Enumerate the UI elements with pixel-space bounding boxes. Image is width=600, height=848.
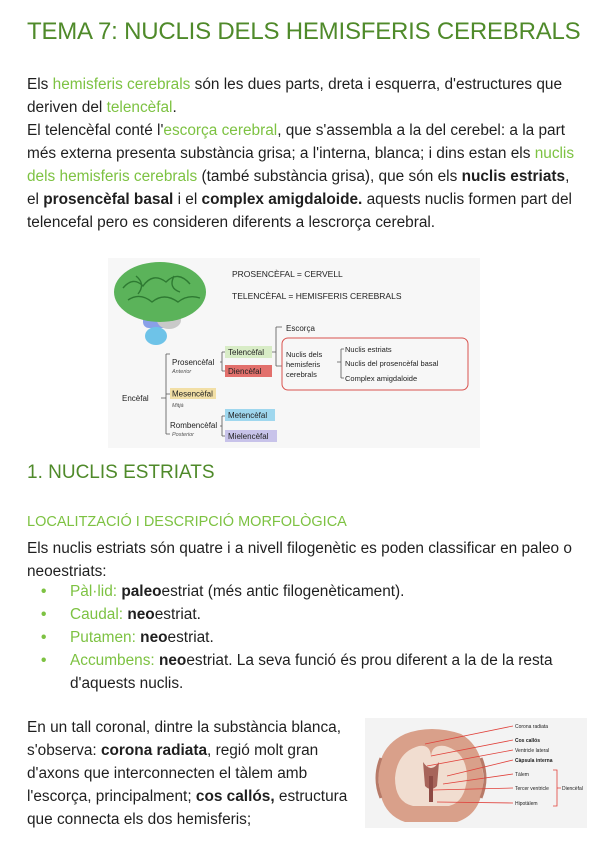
bold-prosencefal-basal: prosencèfal basal: [43, 191, 174, 208]
striats-intro: Els nuclis estriats són quatre i a nivell filogenètic es poden classificar en paleo o neoestriats:: [27, 540, 572, 580]
striats-list: [27, 580, 577, 695]
section-heading: 1. NUCLIS ESTRIATS: [27, 462, 215, 483]
intro-text: .: [172, 99, 177, 116]
diagram-line2: TELENCÈFAL = HEMISFERIS CEREBRALS: [232, 291, 402, 301]
list-item: [27, 649, 577, 695]
bold-cos-callos: cos callós,: [195, 788, 275, 805]
bullet-bold: neo: [158, 652, 187, 669]
intro-text: Els: [27, 76, 53, 93]
coronal-label-2: Cos callós: [515, 738, 541, 744]
intro-text: són les dues parts, dreta i esquerra, d'estructures que deriven del: [27, 76, 563, 116]
diagram-nuclis-a: Nuclis dels: [286, 350, 323, 359]
diagram-mielencefal: Mielencèfal: [228, 432, 269, 441]
bullet-term: Putamen:: [70, 629, 136, 646]
bullet-term: Caudal:: [70, 606, 124, 623]
bullet-bold: neo: [140, 629, 168, 646]
bullet-bold: neo: [127, 606, 155, 623]
bullet-text: estriat. La seva funció és prou diferent a la de la resta d'aquests nuclis.: [70, 652, 553, 692]
diagram-item1: Nuclis estriats: [345, 345, 392, 354]
coronal-label-3: Ventricle lateral: [515, 748, 550, 754]
diagram-nuclis-b: hemisferis: [286, 360, 321, 369]
intro-text: i el: [173, 191, 202, 208]
intro-text: El telencèfal conté l': [27, 122, 164, 139]
bullet-term: Accumbens:: [70, 652, 155, 669]
bullet-dot: •: [41, 583, 47, 600]
subsection-heading: LOCALITZACIÓ I DESCRIPCIÓ MORFOLÒGICA: [27, 514, 347, 530]
bullet-dot: •: [41, 629, 47, 646]
diagram-rombencefal-sub: Posterior: [172, 432, 195, 438]
intro-text: , el: [27, 168, 570, 208]
diagram-rombencefal: Rombencèfal: [170, 421, 218, 430]
diagram-mesencefal: Mesencèfal: [172, 389, 213, 399]
bold-complex-amigdaloide: complex amigdaloide.: [201, 191, 363, 208]
diagram-prosencefal-sub: Anterior: [172, 369, 192, 375]
diagram-item3: Complex amigdaloide: [345, 374, 418, 383]
intro-text: (també substància grisa), que són els: [197, 168, 462, 185]
diagram-prosencefal: Prosencèfal: [172, 358, 215, 367]
bullet-dot: •: [41, 606, 47, 623]
page-title: TEMA 7: NUCLIS DELS HEMISFERIS CEREBRALS: [27, 18, 581, 45]
bullet-bold: paleo: [121, 583, 162, 600]
bold-corona-radiata: corona radiata: [100, 742, 208, 759]
diagram-item2: Nuclis del prosencèfal basal: [345, 359, 439, 368]
coronal-label-7: Hipotàlem: [515, 801, 538, 807]
diagram-telencefal: Telencèfal: [228, 348, 265, 357]
highlight-escorca: escorça cerebral: [163, 122, 278, 139]
bullet-text: estriat (més antic filogenèticament).: [161, 583, 405, 600]
diagram-metencefal: Metencèfal: [228, 411, 268, 420]
coronal-text: En un tall coronal, dintre la substància blanca, s'observa:: [27, 719, 341, 759]
coronal-text: estructura que connecta els dos hemisferis;: [27, 788, 348, 828]
highlight-nuclis: nuclis dels hemisferis cerebrals: [27, 145, 575, 185]
coronal-label-5: Tàlem: [515, 772, 529, 778]
list-item: [27, 626, 577, 649]
list-item: [27, 580, 577, 603]
brain-divisions-diagram: [108, 258, 480, 448]
coronal-label-1: Corona radiata: [515, 724, 549, 730]
diagram-mesencefal-sub: Mitjà: [172, 403, 184, 409]
intro-paragraph: [27, 73, 579, 234]
bullet-dot: •: [41, 652, 47, 669]
highlight-telencefal: telencèfal: [106, 99, 173, 116]
intro-text: aquests nuclis formen part del telencefal pero es consideren diferents a lescrorça cerebral.: [27, 191, 572, 231]
coronal-label-4: Càpsula interna: [515, 758, 553, 764]
diagram-diencefal: Diencèfal: [228, 367, 262, 376]
coronal-label-6: Tercer ventricle: [515, 786, 549, 792]
diagram-escorca: Escorça: [286, 324, 315, 333]
bullet-text: estriat.: [154, 606, 201, 623]
diagram-encefal: Encèfal: [122, 394, 149, 403]
diagram-nuclis-c: cerebrals: [286, 370, 317, 379]
coronal-paragraph: [27, 716, 362, 831]
intro-text: , que s'assembla a la del cerebel: a la part més externa presenta substància grisa; a l'interna, blanca; i dins estan els: [27, 122, 566, 162]
list-item: [27, 603, 577, 626]
coronal-section-figure: [365, 718, 587, 828]
bullet-term: Pàl·lid:: [70, 583, 118, 600]
diagram-line1: PROSENCÈFAL = CERVELL: [232, 269, 343, 279]
coronal-text: , regió molt gran d'axons que interconnecten el tàlem amb l'escorça, principalment;: [27, 742, 319, 805]
bullet-text: estriat.: [167, 629, 214, 646]
coronal-label-8: Diencèfal: [562, 786, 583, 792]
highlight-hemisferis: hemisferis cerebrals: [52, 76, 191, 93]
bold-nuclis-estriats: nuclis estriats: [461, 168, 566, 185]
